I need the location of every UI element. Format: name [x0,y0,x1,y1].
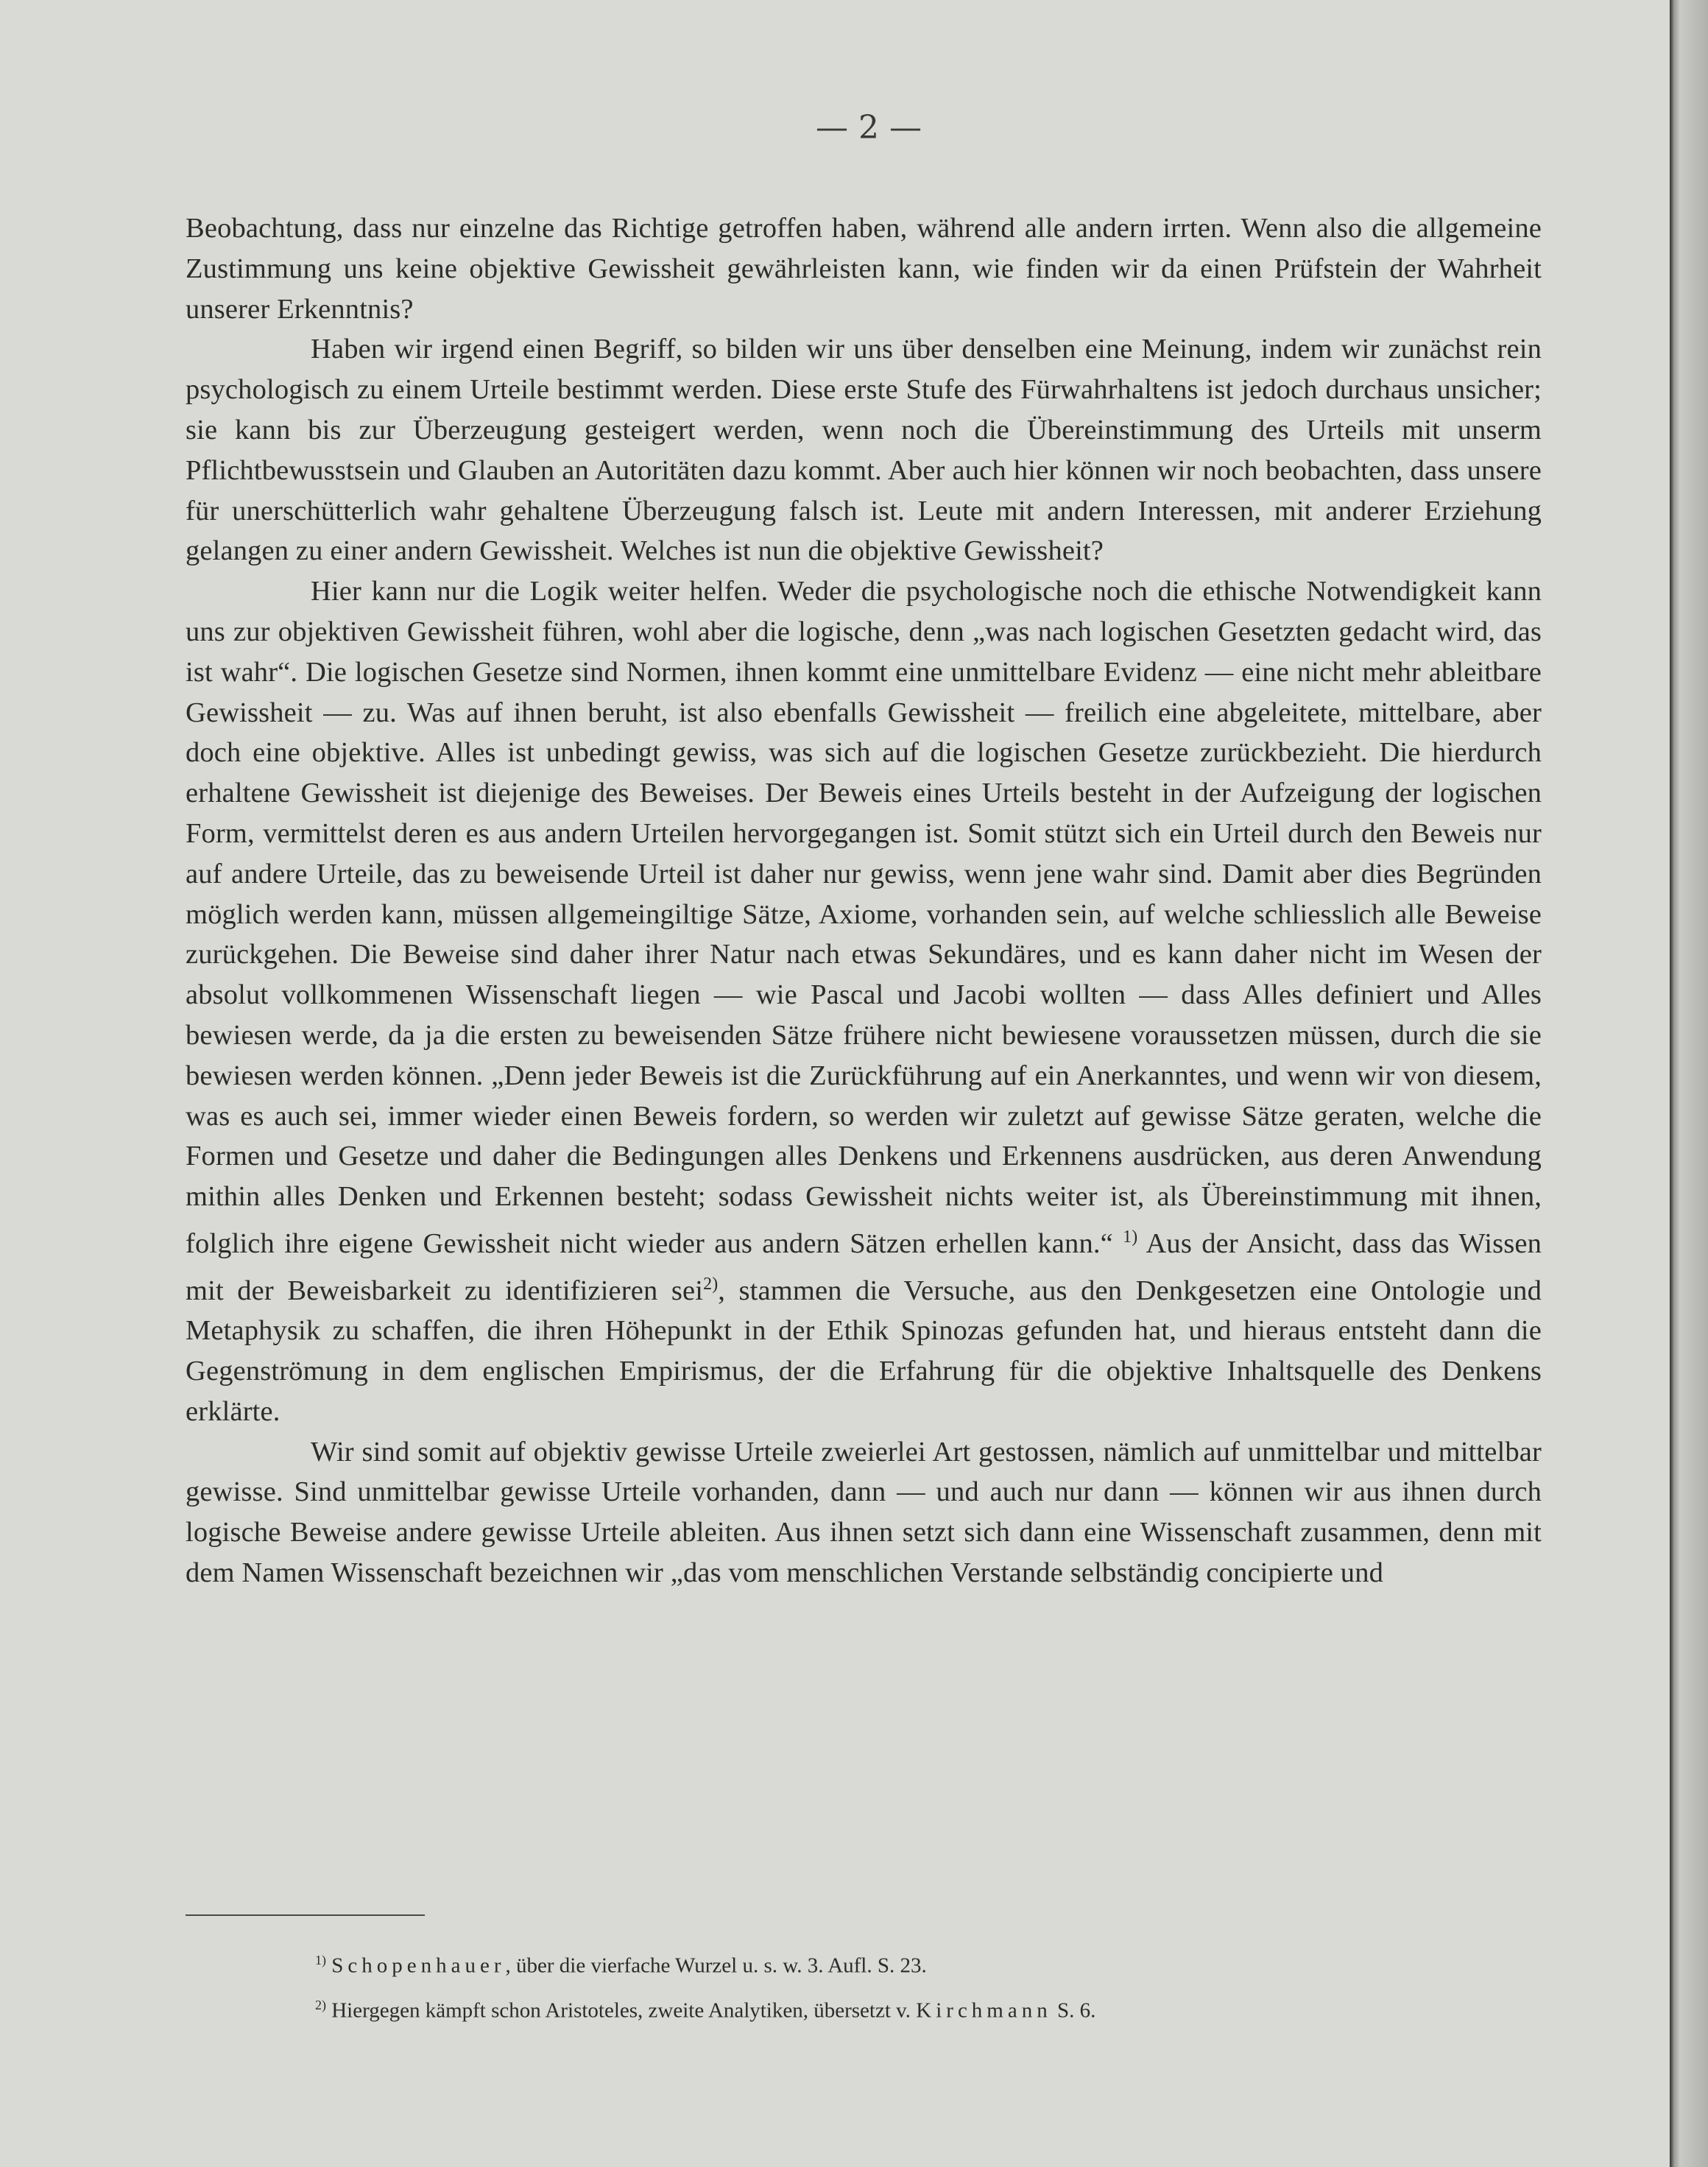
footnote-ref-1: 1) [1123,1227,1138,1247]
paragraph-logik: Hier kann nur die Logik weiter helfen. Weder die psychologische noch die ethische Notwendigkeit kann uns zur objektiven Gewissheit führen, wohl aber die logische, denn „was nach logischen Gesetzten gedacht wird, das ist wahr“. Die logischen Gesetze sind Normen, ihnen kommt eine unmittelbare Evidenz — eine nicht mehr ableitbare Gewissheit — zu. Was auf ihnen beruht, ist also ebenfalls Gewissheit — freilich eine abgeleitete, mittelbare, aber doch eine objektive. Alles ist unbedingt gewiss, was sich auf die logischen Gesetze zurückbezieht. Die hierdurch erhaltene Gewissheit ist diejenige des Beweises. Der Beweis eines Urteils besteht in der Aufzeigung der logischen Form, vermittelst deren es aus andern Urteilen hervorgegangen ist. Somit stützt sich ein Urteil durch den Beweis nur auf andere Urteile, das zu beweisende Urteil ist daher nur gewiss, wenn jene wahr sind. Damit aber dies Begründen möglich werden kann, müssen allgemeingiltige Sätze, Axiome, vorhanden sein, auf welche schliesslich alle Beweise zurückgehen. Die Beweise sind daher ihrer Natur nach etwas Sekundäres, und es kann daher nicht im Wesen der absolut vollkommenen Wissenschaft liegen — wie Pascal und Jacobi wollten — dass Alles definiert und Alles bewiesen werde, da ja die ersten zu beweisenden Sätze frühere nicht bewiesene voraussetzen müssen, durch die sie bewiesen werden können. „Denn jeder Beweis ist die Zurückführung auf ein Anerkanntes, und wenn wir von diesem, was es auch sei, immer wieder einen Beweis fordern, so werden wir zuletzt auf gewisse Sätze geraten, welche die Formen und Gesetze und daher die Bedingungen alles Denkens und Erkennens ausdrücken, aus deren Anwendung mithin alles Denken und Erkennen besteht; sodass Gewissheit nichts weiter ist, als Übereinstimmung mit ihnen, folglich ihre eigene Gewissheit nicht wieder aus andern Sätzen erhellen kann.“ $^{1)}$ Aus der Ansicht, dass das Wissen mit der Beweisbarkeit zu identifizieren sei$^{2)}$, stammen die Versuche, aus den Denkgesetzen eine Ontologie und Metaphysik zu schaffen, die ihren Höhepunkt in der Ethik Spinozas gefunden hat, und hieraus entsteht dann die Gegenströmung in dem englischen Empirismus, der die Erfahrung für die objektive Inhaltsquelle des Denkens erklärte. [186,576,1542,1427]
footnote-2-prefix: Hiergegen kämpft schon Aristoteles, zweite Analytiken, übersetzt v. [331,1998,917,2023]
paragraph-logik-text: Hier kann nur die Logik weiter helfen. Weder die psychologische noch die ethische Notwendigkeit kann uns zur objektiven Gewissheit führen, wohl aber die logische, denn „was nach logischen Gesetzten gedacht wird, das ist wahr“. Die logischen Gesetze sind Normen, ihnen kommt eine unmittelbare Evidenz — eine nicht mehr ableitbare Gewissheit — zu. Was auf ihnen beruht, ist also ebenfalls Gewissheit — freilich eine abgeleitete, mittelbare, aber doch eine objektive. Alles ist unbedingt gewiss, was sich auf die logischen Gesetze zurückbezieht. Die hierdurch erhaltene Gewissheit ist diejenige des Beweises. Der Beweis eines Urteils besteht in der Aufzeigung der logischen Form, vermittelst deren es aus andern Urteilen hervorgegangen ist. Somit stützt sich ein Urteil durch den Beweis nur auf andere Urteile, das zu beweisende Urteil ist daher nur gewiss, wenn jene wahr sind. Damit aber dies Begründen möglich werden kann, müssen allgemeingiltige Sätze, Axiome, vorhanden sein, auf welche schliesslich alle Beweise zurückgehen. Die Beweise sind daher ihrer Natur nach etwas Sekundäres, und es kann daher nicht im Wesen der absolut vollkommenen Wissenschaft liegen — wie Pascal und Jacobi wollten — dass Alles definiert und Alles bewiesen werde, da ja die ersten zu beweisenden Sätze frühere nicht bewiesene voraussetzen müssen, durch die sie bewiesen werden können. „Denn jeder Beweis ist die Zurückführung auf ein Anerkanntes, und wenn wir von diesem, was es auch sei, immer wieder einen Beweis fordern, so werden wir zuletzt auf gewisse Sätze geraten, welche die Formen und Gesetze und daher die Bedingungen alles Denkens und Erkennens ausdrücken, aus deren Anwendung mithin alles Denken und Erkennen besteht; sodass Gewissheit nichts weiter ist, als Übereinstimmung mit ihnen, folglich ihre eigene Gewissheit nicht wieder aus andern Sätzen erhellen kann.“ [186,576,1542,1259]
footnote-2-text: S. 6. [1051,1998,1096,2023]
paragraph-logik-tail: Aus der Ansicht, dass das Wissen mit der Beweisbarkeit zu identifizieren sei [186,1227,1542,1306]
paragraph-logik-end: stammen die Versuche, aus den Denkgesetzen eine Ontologie und Metaphysik zu schaffen, die ihren Höhepunkt in der Ethik Spinozas gefunden hat, und hieraus entsteht dann die Gegenströmung in dem englischen Empirismus, der die Erfahrung für die objektive Inhaltsquelle des Denkens erklärte. [186,1275,1542,1427]
footnote-divider [186,1914,425,1916]
paragraph-continuation: Beobachtung, dass nur einzelne das Richtige getroffen haben, während alle andern irrten. Wenn also die allgemeine Zustimmung uns keine objektive Gewissheit gewährleisten kann, wie finden wir da einen Prüfstein der Wahrheit unserer Erkenntnis? [186,213,1542,325]
paragraph-haben: Haben wir irgend einen Begriff, so bilden wir uns über denselben eine Meinung, indem wir zunächst rein psychologisch zu einem Urteile bestimmt werden. Diese erste Stufe des Fürwahrhaltens ist jedoch durchaus unsicher; sie kann bis zur Überzeugung gesteigert werden, wenn noch die Übereinstimmung des Urteils mit unserm Pflichtbewusstsein und Glauben an Autoritäten dazu kommt. Aber auch hier können wir noch beobachten, dass unsere für unerschütterlich wahr gehaltene Überzeugung falsch ist. Leute mit andern Interessen, mit anderer Erziehung gelangen zu einer andern Gewissheit. Welches ist nun die objektive Gewissheit? [186,334,1542,567]
body-text [186,208,1542,1593]
footnote-1-text: , über die vierfache Wurzel u. s. w. 3. Aufl. S. 23. [505,1953,927,1978]
footnote-ref-2: 2) [703,1274,719,1294]
footnote-1-author: Schopenhauer [331,1953,506,1978]
footnote-2 [315,1986,1567,2031]
footnote-1-mark: 1) [315,1953,326,1967]
page-edge-shadow [1670,0,1708,2167]
footnote-1 [315,1941,1567,1986]
page-number: — 2 — [816,109,922,147]
paragraph-urteile: Wir sind somit auf objektiv gewisse Urteile zweierlei Art gestossen, nämlich auf unmittelbar und mittelbar gewisse. Sind unmittelbar gewisse Urteile vorhanden, dann — und auch nur dann — können wir aus ihnen durch logische Beweise andere gewisse Urteile ableiten. Aus ihnen setzt sich dann eine Wissenschaft zusammen, denn mit dem Namen Wissenschaft bezeichnen wir „das vom menschlichen Verstande selbständig concipierte und [186,1436,1542,1588]
footnote-2-mark: 2) [315,1997,326,2012]
footnotes [315,1941,1567,2030]
footnote-2-author: Kirchmann [916,1998,1052,2023]
